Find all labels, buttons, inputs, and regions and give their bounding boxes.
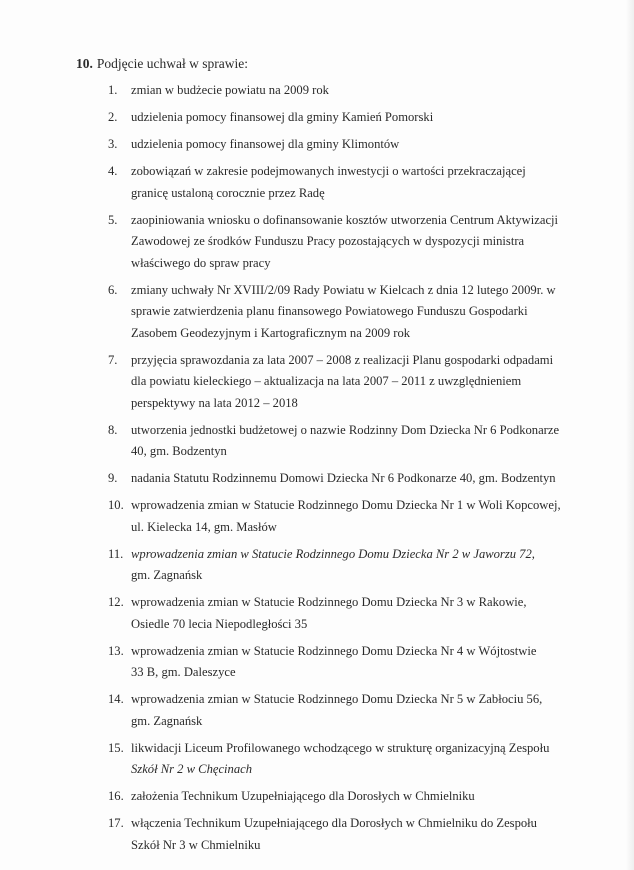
resolution-item-line: likwidacji Liceum Profilowanego wchodzącego w strukturę organizacyjną Zespołu <box>131 740 550 755</box>
resolution-item-line: nadania Statutu Rodzinnemu Domowi Dziecka Nr 6 Podkonarze 40, gm. Bodzentyn <box>131 471 556 485</box>
resolution-item-number: 7. <box>108 352 118 367</box>
resolution-item <box>108 468 558 490</box>
resolution-item-number: 5. <box>108 212 118 227</box>
resolution-item-number: 4. <box>108 164 118 178</box>
resolution-item-line: wprowadzenia zmian w Statucie Rodzinnego Domu Dziecka Nr 4 w Wójtostwie <box>131 643 537 658</box>
resolution-item <box>108 80 558 102</box>
resolution-item-number: 6. <box>108 282 118 297</box>
resolution-item <box>108 495 561 538</box>
resolution-item-line: Szkół Nr 3 w Chmielniku <box>131 837 261 852</box>
resolution-item-text <box>131 813 558 856</box>
agenda-point-title: Podjęcie uchwał w sprawie: <box>96 56 248 71</box>
resolution-item-line: zmian w budżecie powiatu na 2009 rok <box>131 83 329 97</box>
resolution-item-text <box>131 280 558 345</box>
resolution-item-line: właściwego do spraw pracy <box>131 255 271 270</box>
resolution-item-number: 16. <box>108 789 124 803</box>
resolution-item-line: zobowiązań w zakresie podejmowanych inwestycji o wartości przekraczającej <box>131 164 526 178</box>
resolution-item-number: 10. <box>108 498 124 512</box>
resolution-item-text <box>131 210 558 275</box>
resolution-item-number: 2. <box>108 110 118 124</box>
resolution-item-text <box>131 80 558 102</box>
resolution-item-number: 13. <box>108 643 124 658</box>
resolution-item-text <box>131 420 559 463</box>
resolution-item-number: 17. <box>108 816 124 830</box>
resolution-item-text <box>131 641 558 684</box>
resolution-item <box>108 544 558 587</box>
resolution-item-line: udzielenia pomocy finansowej dla gminy Kamień Pomorski <box>131 110 434 124</box>
resolution-item-text <box>131 495 561 538</box>
resolution-item-line: założenia Technikum Uzupełniającego dla Dorosłych w Chmielniku <box>131 789 475 803</box>
resolution-item-line: wprowadzenia zmian w Statucie Rodzinnego Domu Dziecka Nr 2 w Jaworzu 72, <box>131 546 535 561</box>
resolution-item-text <box>131 689 558 732</box>
resolution-item <box>108 350 558 415</box>
resolution-item-number: 3. <box>108 137 118 151</box>
resolution-item-line: wprowadzenia zmian w Statucie Rodzinnego Domu Dziecka Nr 5 w Zabłociu 56, <box>131 692 543 706</box>
resolution-item-line: Zasobem Geodezyjnym i Kartograficznym na 2009 rok <box>131 325 411 340</box>
resolution-item-text <box>131 107 558 129</box>
resolution-item-line: perspektywy na lata 2012 – 2018 <box>131 395 298 410</box>
resolution-item <box>108 134 558 156</box>
resolution-item-line: dla powiatu kieleckiego – aktualizacja na lata 2007 – 2011 z uwzględnieniem <box>131 374 522 388</box>
resolution-item-text <box>131 592 558 635</box>
resolution-item-line: sprawie zatwierdzenia planu finansowego Powiatowego Funduszu Gospodarki <box>131 304 528 318</box>
resolution-item-text <box>131 738 558 781</box>
resolution-item-text <box>131 786 558 808</box>
resolution-item-line: 40, gm. Bodzentyn <box>131 444 227 458</box>
resolution-item-line: Osiedle 70 lecia Niepodległości 35 <box>131 616 308 631</box>
resolution-item-line: Zawodowej ze środków Funduszu Pracy pozostających w dyspozycji ministra <box>131 234 525 248</box>
resolution-item-text <box>131 161 558 204</box>
resolution-item-number: 14. <box>108 692 124 706</box>
resolution-item-line: gm. Zagnańsk <box>131 713 203 728</box>
resolution-item-text <box>131 544 558 587</box>
resolution-item <box>108 641 558 684</box>
resolution-item-line: włączenia Technikum Uzupełniającego dla Dorosłych w Chmielniku do Zespołu <box>131 816 537 830</box>
resolution-item-number: 15. <box>108 740 124 755</box>
resolution-item <box>108 161 558 204</box>
resolution-item-line: utworzenia jednostki budżetowej o nazwie Rodzinny Dom Dziecka Nr 6 Podkonarze <box>131 422 560 437</box>
resolution-item-number: 8. <box>108 422 118 437</box>
resolution-item-line: 33 B, gm. Daleszyce <box>131 665 236 679</box>
resolution-item-text <box>131 134 558 156</box>
resolution-item-line: granicę ustaloną corocznie przez Radę <box>131 185 325 200</box>
resolution-item-line: ul. Kielecka 14, gm. Masłów <box>131 519 277 534</box>
resolution-item-line: wprowadzenia zmian w Statucie Rodzinnego Domu Dziecka Nr 3 w Rakowie, <box>131 595 527 609</box>
resolution-item-number: 11. <box>108 546 124 561</box>
resolution-item-line: gm. Zagnańsk <box>131 568 203 582</box>
resolution-item <box>108 813 558 856</box>
resolution-item-line: zmiany uchwały Nr XVIII/2/09 Rady Powiatu w Kielcach z dnia 12 lutego 2009r. w <box>131 282 556 297</box>
resolution-item <box>108 592 558 635</box>
resolution-item <box>108 210 558 275</box>
resolution-item-line: przyjęcia sprawozdania za lata 2007 – 2008 z realizacji Planu gospodarki odpadami <box>131 352 554 367</box>
resolution-item <box>108 786 558 808</box>
agenda-point-header <box>76 56 248 72</box>
resolution-item-text <box>131 468 558 490</box>
scan-edge-shadow <box>626 0 634 870</box>
resolution-item-number: 12. <box>108 595 124 609</box>
resolution-item-line: wprowadzenia zmian w Statucie Rodzinnego Domu Dziecka Nr 1 w Woli Kopcowej, <box>131 498 561 512</box>
resolution-item <box>108 420 558 463</box>
resolution-list <box>108 80 561 862</box>
resolution-item <box>108 689 558 732</box>
resolution-item-line: zaopiniowania wniosku o dofinansowanie kosztów utworzenia Centrum Aktywizacji <box>131 212 559 227</box>
resolution-item-line: udzielenia pomocy finansowej dla gminy Klimontów <box>131 137 400 151</box>
resolution-item-number: 1. <box>108 83 118 97</box>
resolution-item <box>108 107 558 129</box>
resolution-item <box>108 280 558 345</box>
resolution-item-number: 9. <box>108 471 118 485</box>
resolution-item-text <box>131 350 558 415</box>
agenda-point-number: 10. <box>76 56 93 71</box>
resolution-item-line: Szkół Nr 2 w Chęcinach <box>131 762 253 776</box>
resolution-item <box>108 738 558 781</box>
